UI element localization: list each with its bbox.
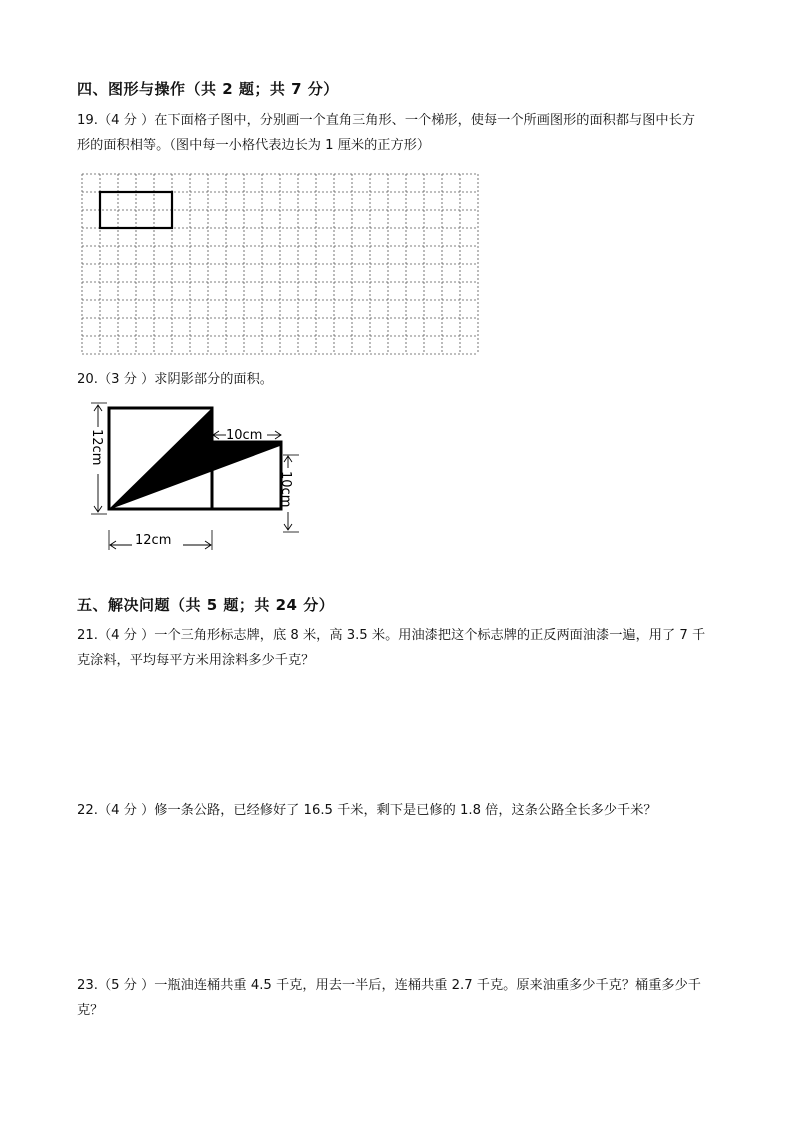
shaded-region bbox=[109, 408, 281, 509]
section-4-title: 四、图形与操作（共 2 题；共 7 分） bbox=[77, 80, 339, 98]
question-23-line-1: 23.（5 分 ）一瓶油连桶共重 4.5 千克，用去一半后，连桶共重 2.7 千克。原来油重多少千克？桶重多少千 bbox=[77, 978, 701, 993]
label-top-width: 10cm bbox=[226, 428, 263, 443]
question-23-line-2: 克？ bbox=[77, 1003, 104, 1018]
question-20-text: 20.（3 分 ）求阴影部分的面积。 bbox=[77, 372, 273, 387]
label-right-height: 10cm bbox=[278, 471, 293, 508]
grid-figure bbox=[80, 172, 480, 357]
question-19-line-2: 形的面积相等。（图中每一小格代表边长为 1 厘米的正方形） bbox=[77, 138, 431, 153]
question-21-line-1: 21.（4 分 ）一个三角形标志牌，底 8 米，高 3.5 米。用油漆把这个标志牌的正反两面油漆一遍，用了 7 千 bbox=[77, 628, 706, 643]
label-left-height: 12cm bbox=[89, 429, 104, 466]
label-bottom-width: 12cm bbox=[135, 533, 172, 548]
grid-lines bbox=[82, 174, 478, 354]
shaded-area-figure bbox=[85, 394, 315, 559]
question-22-text: 22.（4 分 ）修一条公路，已经修好了 16.5 千米，剩下是已修的 1.8 倍，这条公路全长多少千米？ bbox=[77, 803, 657, 818]
section-5-title: 五、解决问题（共 5 题；共 24 分） bbox=[77, 596, 335, 614]
question-19-line-1: 19.（4 分 ）在下面格子图中，分别画一个直角三角形、一个梯形，使每一个所画图形的面积都与图中长方 bbox=[77, 113, 695, 128]
question-21-line-2: 克涂料，平均每平方米用涂料多少千克？ bbox=[77, 653, 315, 668]
